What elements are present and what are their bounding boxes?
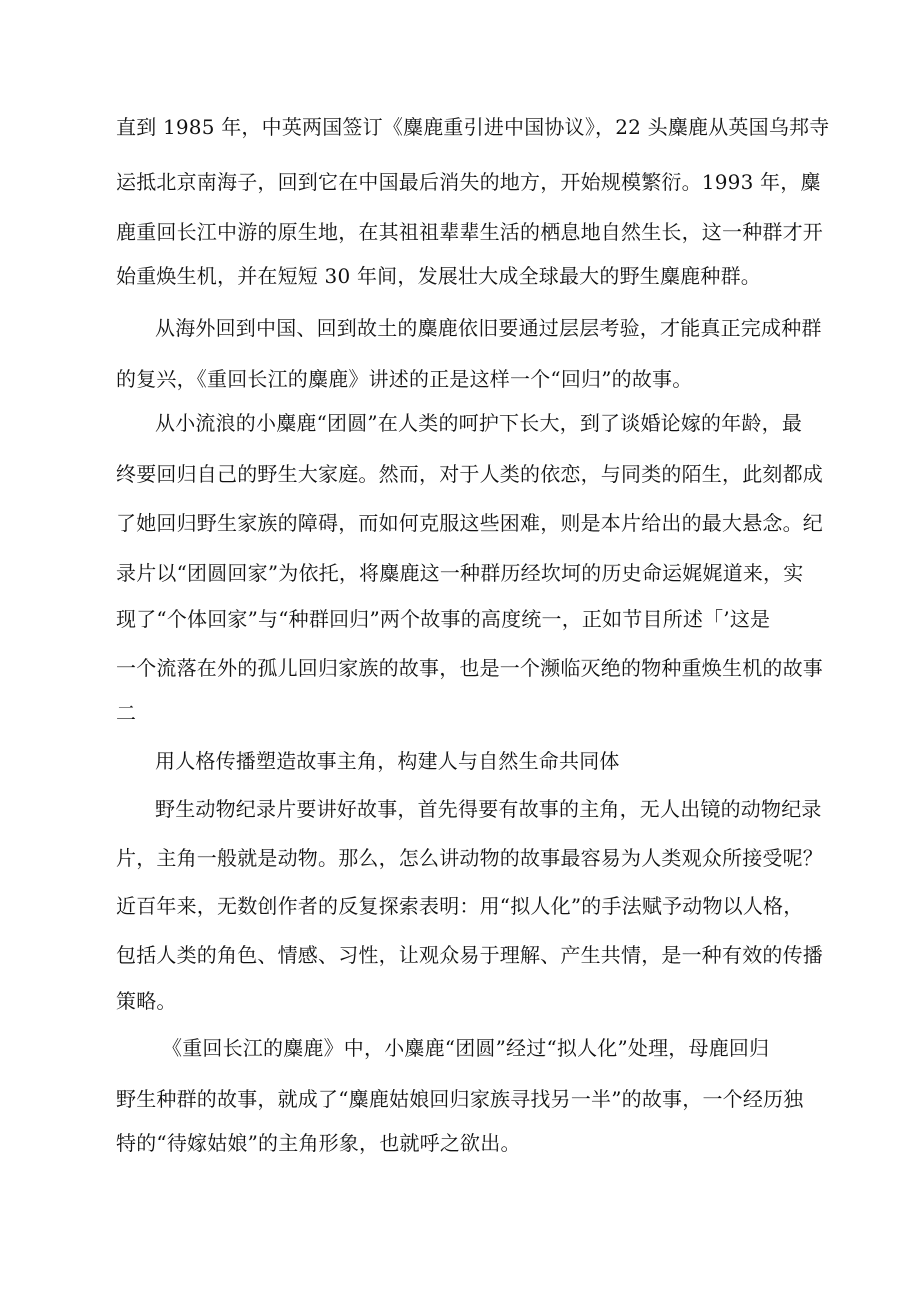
text-line: 野生动物纪录片要讲好故事，首先得要有故事的主角，无人出镜的动物纪录 [155,797,822,821]
text-line: 《重回长江的麋鹿》中，小麋鹿“团圆”经过“拟人化”处理，母鹿回归 [162,1036,770,1060]
text-line: 从海外回到中国、回到故土的麋鹿依旧要通过层层考验，才能真正完成种群 [155,316,822,340]
text-line: 直到 1985 年，中英两国签订《麋鹿重引进中国协议》，22 头麋鹿从英国乌邦寺 [116,115,830,139]
text-line: 片，主角一般就是动物。那么，怎么讲动物的故事最容易为人类观众所接受呢？ [116,846,823,870]
section-heading: 用人格传播塑造故事主角，构建人与自然生命共同体 [155,749,620,773]
text-line: 近百年来，无数创作者的反复探索表明：用“拟人化”的手法赋予动物以人格， [116,894,804,918]
text-line: 了她回归野生家族的障碍，而如何克服这些困难，则是本片给出的最大悬念。纪 [116,511,823,535]
text-line: 特的“待嫁姑娘”的主角形象，也就呼之欲出。 [116,1131,521,1155]
text-line: 运抵北京南海子，回到它在中国最后消失的地方，开始规模繁衍。1993 年，麋 [116,170,821,194]
text-line: 一个流落在外的孤儿回归家族的故事，也是一个濒临灭绝的物种重焕生机的故事 [116,656,823,680]
text-line: 策略。 [116,989,177,1013]
text-line: 二 [116,701,137,725]
text-line: 终要回归自己的野生大家庭。然而，对于人类的依恋，与同类的陌生，此刻都成 [116,462,823,486]
text-line: 现了“个体回家”与“种群回归”两个故事的高度统一，正如节目所述「’这是 [116,607,771,631]
text-line: 的复兴，《重回长江的麋鹿》讲述的正是这样一个“回归”的故事。 [116,367,693,391]
text-line: 包括人类的角色、情感、习性，让观众易于理解、产生共情，是一种有效的传播 [116,943,823,967]
text-line: 鹿重回长江中游的原生地，在其祖祖辈辈生活的栖息地自然生长，这一种群才开 [116,220,823,244]
text-line: 野生种群的故事，就成了“麋鹿姑娘回归家族寻找另一半”的故事，一个经历独 [116,1087,804,1111]
text-line: 录片以“团圆回家”为依托，将麋鹿这一种群历经坎坷的历史命运娓娓道来，实 [116,561,804,585]
text-line: 从小流浪的小麋鹿“团圆”在人类的呵护下长大，到了谈婚论嫁的年龄，最 [155,411,803,435]
text-line: 始重焕生机，并在短短 30 年间，发展壮大成全球最大的野生麋鹿种群。 [116,264,761,288]
